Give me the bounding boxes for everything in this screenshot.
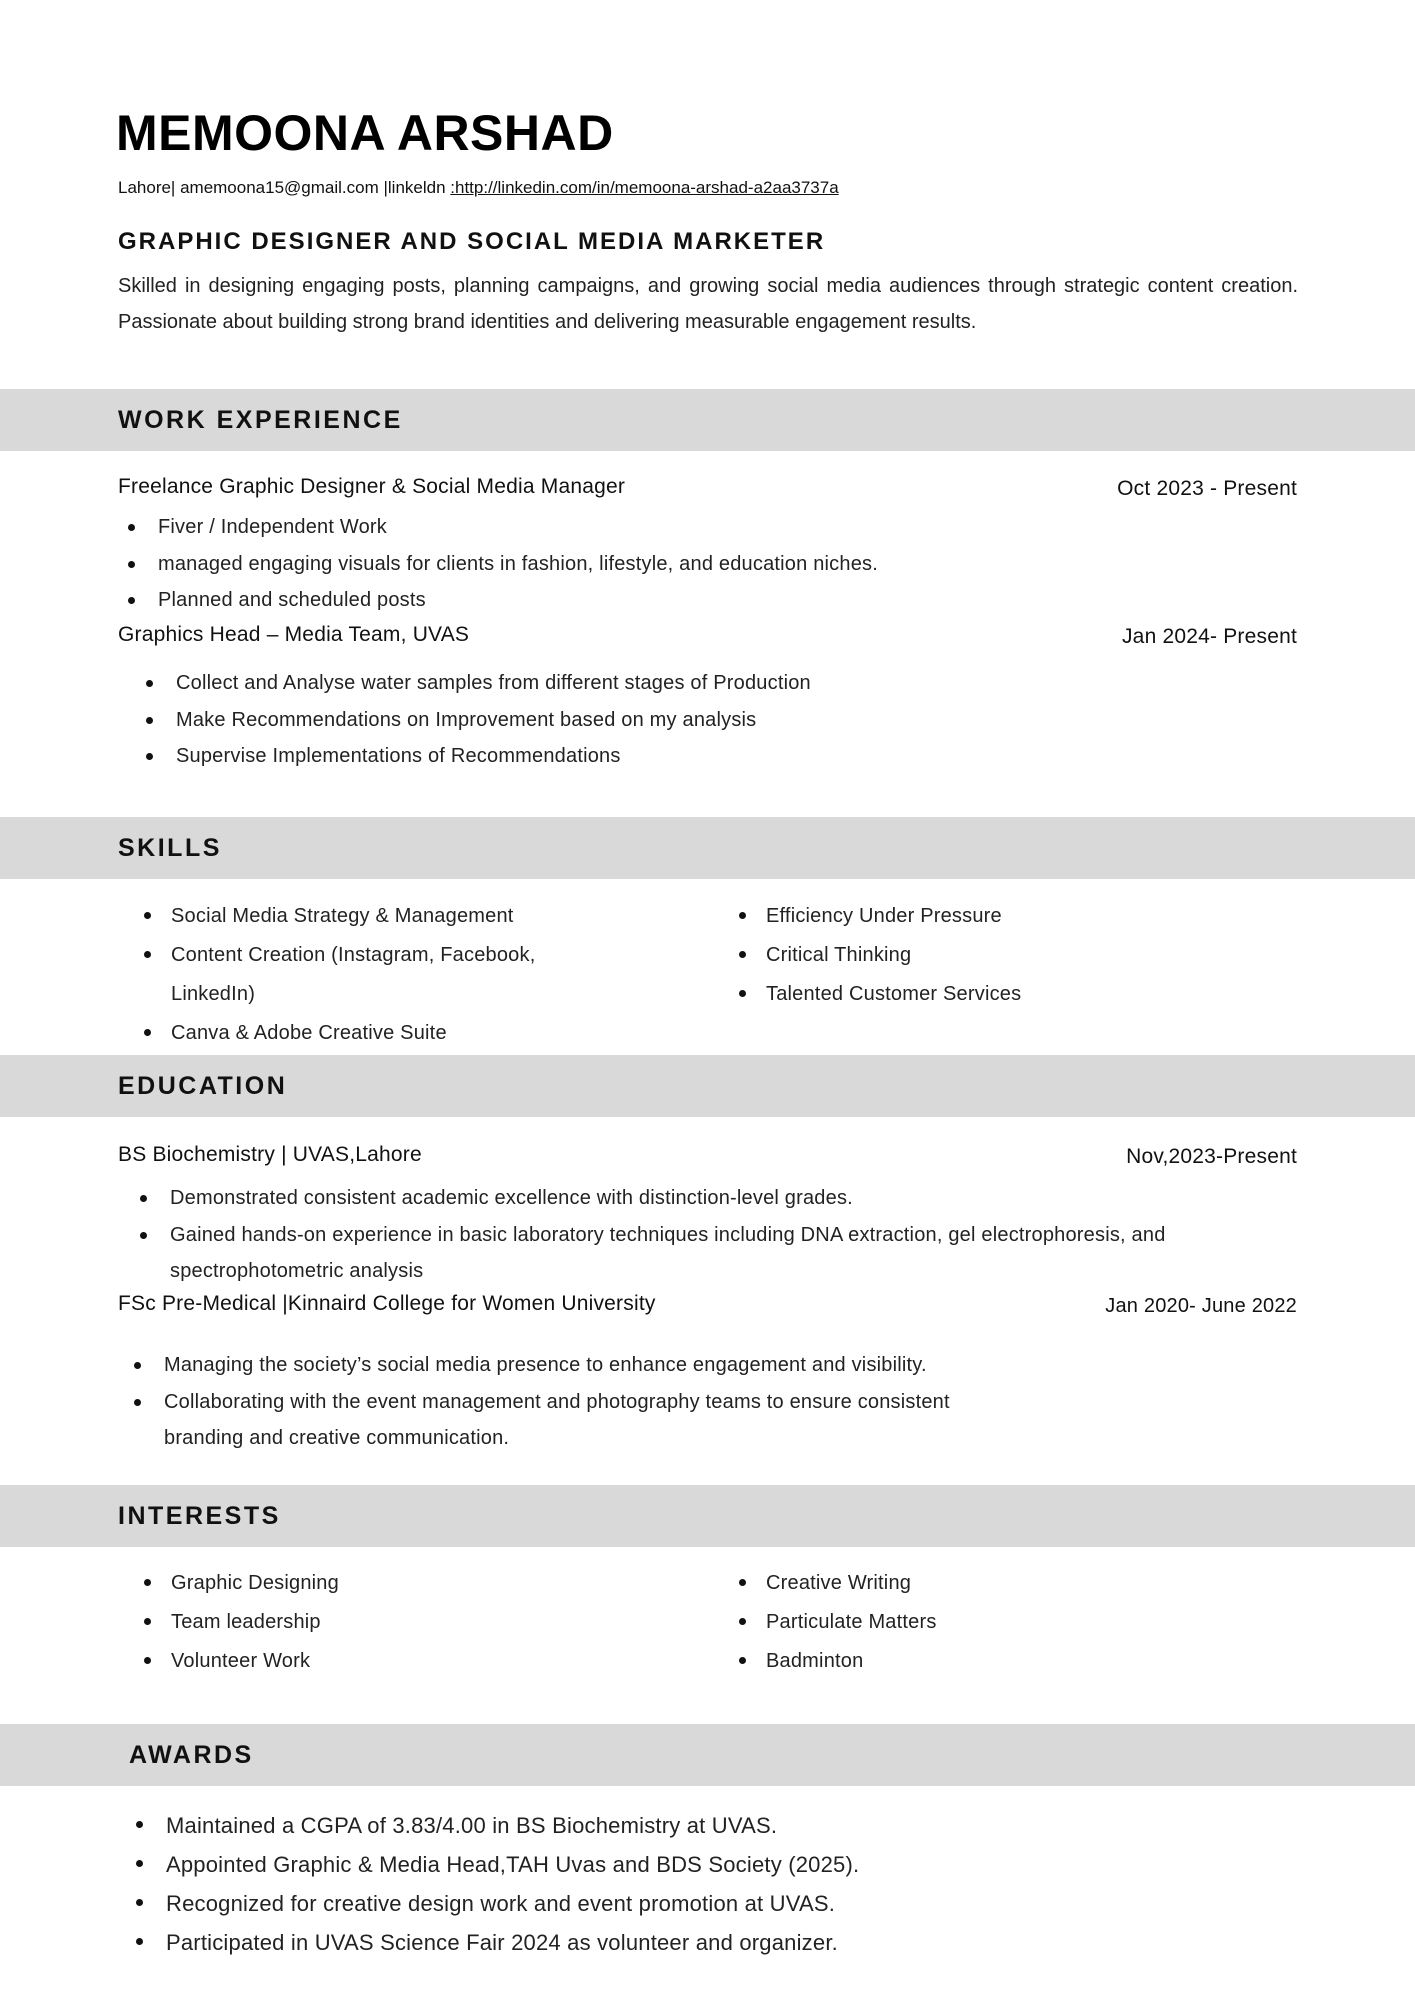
- list-item: Demonstrated consistent academic excellence with distinction-level grades.: [130, 1180, 1250, 1217]
- degree-bullets: [124, 1347, 1124, 1457]
- list-item: Maintained a CGPA of 3.83/4.00 in BS Biochemistry at UVAS.: [126, 1806, 1286, 1845]
- job-role-title: GRAPHIC DESIGNER AND SOCIAL MEDIA MARKETER: [118, 228, 826, 255]
- list-item: Graphic Designing: [137, 1564, 637, 1603]
- list-item: Canva & Adobe Creative Suite: [137, 1014, 637, 1053]
- job-date: Oct 2023 - Present: [1117, 477, 1297, 500]
- job-title: Graphics Head – Media Team, UVAS: [118, 623, 470, 646]
- awards-list: [126, 1806, 1286, 1962]
- job-bullets: [118, 509, 1298, 619]
- contact-info: Lahore| amemoona15@gmail.com |linkeldn: [118, 178, 451, 197]
- section-title: EDUCATION: [118, 1072, 288, 1100]
- list-item: Gained hands-on experience in basic laboratory techniques including DNA extraction, gel electrophoresis, and spectrophotometric analysis: [130, 1217, 1250, 1290]
- list-item: Creative Writing: [732, 1564, 1292, 1603]
- degree-title: FSc Pre-Medical |Kinnaird College for Women University: [118, 1292, 656, 1315]
- degree-date: Nov,2023-Present: [1126, 1145, 1297, 1168]
- degree-bullets: [130, 1180, 1250, 1290]
- section-header-skills: [0, 817, 1415, 879]
- section-header-interests: [0, 1485, 1415, 1547]
- section-header-education: [0, 1055, 1415, 1117]
- list-item: Badminton: [732, 1642, 1292, 1681]
- list-item: Participated in UVAS Science Fair 2024 as volunteer and organizer.: [126, 1923, 1286, 1962]
- job-bullets: [136, 665, 1296, 775]
- list-item: Content Creation (Instagram, Facebook, LinkedIn): [137, 936, 571, 1014]
- section-header-awards: [0, 1724, 1415, 1786]
- list-item: Team leadership: [137, 1603, 637, 1642]
- section-title: SKILLS: [118, 834, 222, 862]
- list-item: Collect and Analyse water samples from different stages of Production: [136, 665, 1296, 702]
- section-header-work: [0, 389, 1415, 451]
- list-item: Fiver / Independent Work: [118, 509, 1298, 546]
- job-title: Freelance Graphic Designer & Social Media Manager: [118, 475, 626, 498]
- linkedin-link[interactable]: :http://linkedin.com/in/memoona-arshad-a2aa3737a: [450, 178, 839, 197]
- skills-list-left: [137, 897, 637, 1053]
- list-item: Appointed Graphic & Media Head,TAH Uvas and BDS Society (2025).: [126, 1845, 1286, 1884]
- list-item: Recognized for creative design work and event promotion at UVAS.: [126, 1884, 1286, 1923]
- list-item: Particulate Matters: [732, 1603, 1292, 1642]
- job-date: Jan 2024- Present: [1121, 625, 1297, 648]
- degree-date: Jan 2020- June 2022: [1105, 1295, 1297, 1317]
- list-item: Efficiency Under Pressure: [732, 897, 1292, 936]
- list-item: Critical Thinking: [732, 936, 1292, 975]
- list-item: Make Recommendations on Improvement based on my analysis: [136, 702, 1296, 739]
- skills-list-right: [732, 897, 1292, 1014]
- list-item: Social Media Strategy & Management: [137, 897, 637, 936]
- list-item: Talented Customer Services: [732, 975, 1292, 1014]
- list-item: Supervise Implementations of Recommendations: [136, 738, 1296, 775]
- candidate-name: MEMOONA ARSHAD: [116, 105, 614, 161]
- section-title: INTERESTS: [118, 1502, 281, 1530]
- contact-line: [118, 178, 1298, 198]
- section-title: WORK EXPERIENCE: [118, 406, 403, 434]
- interests-list-right: [732, 1564, 1292, 1681]
- list-item: managed engaging visuals for clients in fashion, lifestyle, and education niches.: [118, 546, 1298, 583]
- list-item: Planned and scheduled posts: [118, 582, 1298, 619]
- section-title: AWARDS: [129, 1741, 254, 1769]
- profile-summary: Skilled in designing engaging posts, planning campaigns, and growing social media audiences through strategic content creation. Passionate about building strong brand identities and delivering measurable engagement results.: [118, 275, 1298, 333]
- interests-list-left: [137, 1564, 637, 1681]
- list-item: Volunteer Work: [137, 1642, 637, 1681]
- list-item: Collaborating with the event management and photography teams to ensure consistent branding and creative communication.: [124, 1384, 1024, 1457]
- list-item: Managing the society’s social media presence to enhance engagement and visibility.: [124, 1347, 1124, 1384]
- degree-title: BS Biochemistry | UVAS,Lahore: [118, 1143, 422, 1166]
